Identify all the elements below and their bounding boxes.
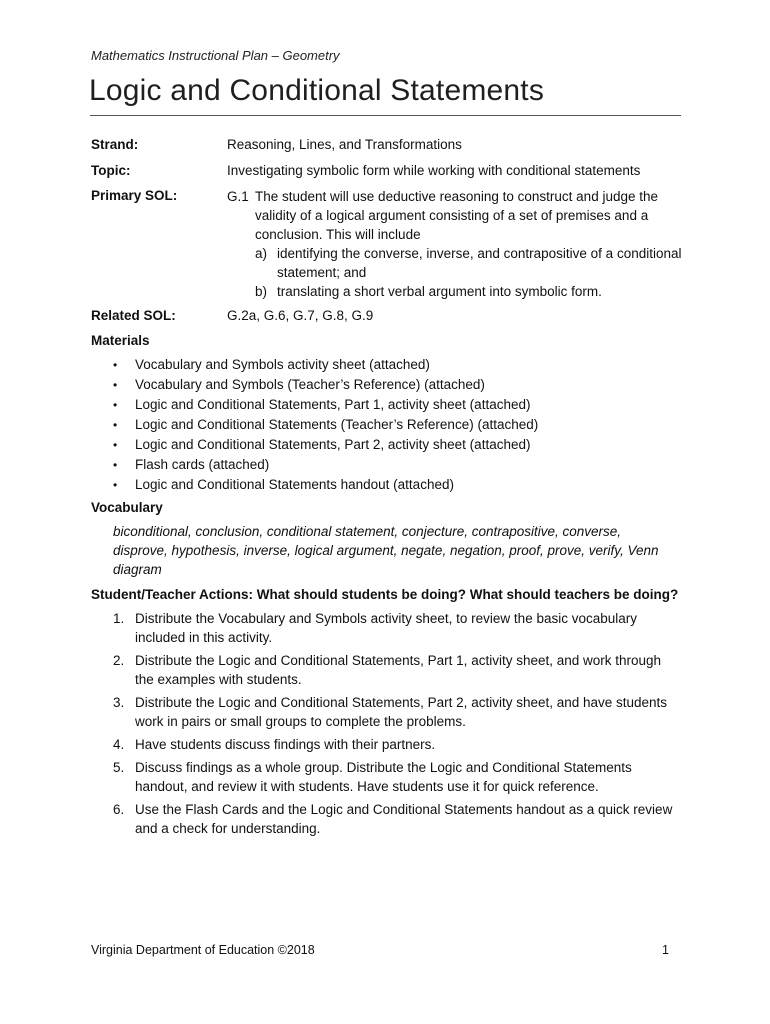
primary-sol-label: Primary SOL: [91,188,178,203]
list-item [113,800,683,838]
primary-sol-block [227,187,687,301]
list-item [113,475,538,495]
title-divider [90,115,681,116]
topic-value: Investigating symbolic form while working with conditional statements [227,163,641,178]
vocabulary-text: biconditional, conclusion, conditional statement, conjecture, contrapositive, converse, disprove, hypothesis, inverse, logical argument, negate, negation, proof, prove, verify, Venn diagram [113,524,659,577]
bullet-icon: • [113,358,118,372]
primary-sol-item [255,282,687,301]
step-text: Have students discuss findings with their partners. [135,737,436,752]
step-number: 5. [113,760,125,775]
page-title: Logic and Conditional Statements [89,74,545,107]
strand-value: Reasoning, Lines, and Transformations [227,137,462,152]
list-item [113,693,683,731]
list-item [113,609,683,647]
step-text: Distribute the Logic and Conditional Statements, Part 2, activity sheet, and have students work in pairs or small groups to complete the problems. [135,695,668,729]
strand-label: Strand: [91,137,139,152]
bullet-icon: • [113,398,118,412]
bullet-icon: • [113,458,118,472]
material-text: Vocabulary and Symbols activity sheet (attached) [135,357,430,372]
step-number: 1. [113,611,125,626]
step-text: Discuss findings as a whole group. Distribute the Logic and Conditional Statements handout, and review it with students. Have students use it for quick reference. [135,760,632,794]
document-subtitle: Mathematics Instructional Plan – Geometry [91,48,340,63]
list-item [113,735,683,754]
primary-sol-code: G.1 [227,189,249,204]
list-item [113,355,538,375]
materials-list [113,355,538,495]
step-number: 4. [113,737,125,752]
list-item [113,415,538,435]
step-number: 6. [113,802,125,817]
topic-label: Topic: [91,163,131,178]
list-item [113,651,683,689]
related-sol-value: G.2a, G.6, G.7, G.8, G.9 [227,308,374,323]
primary-sol-item-mark: a) [255,246,268,261]
material-text: Vocabulary and Symbols (Teacher’s Reference) (attached) [135,377,485,392]
page-number: 1 [662,943,669,957]
primary-sol-text: The student will use deductive reasoning to construct and judge the validity of a logical argument consisting of a set of premises and a conclusion. This will include [255,189,659,242]
bullet-icon: • [113,378,118,392]
list-item [113,435,538,455]
material-text: Flash cards (attached) [135,457,270,472]
bullet-icon: • [113,478,118,492]
footer-organization: Virginia Department of Education ©2018 [91,943,315,957]
vocabulary-heading: Vocabulary [91,500,163,515]
list-item [113,455,538,475]
primary-sol-item [255,244,687,282]
materials-heading: Materials [91,333,150,348]
primary-sol-item-mark: b) [255,284,268,299]
list-item [113,395,538,415]
material-text: Logic and Conditional Statements, Part 1, activity sheet (attached) [135,397,531,412]
list-item [113,758,683,796]
primary-sol-item-text: identifying the converse, inverse, and contrapositive of a conditional statement; and [277,246,682,280]
material-text: Logic and Conditional Statements (Teacher’s Reference) (attached) [135,417,539,432]
bullet-icon: • [113,438,118,452]
step-number: 2. [113,653,125,668]
related-sol-label: Related SOL: [91,308,176,323]
list-item [113,375,538,395]
actions-heading: Student/Teacher Actions: What should students be doing? What should teachers be doing? [91,587,679,602]
step-text: Use the Flash Cards and the Logic and Conditional Statements handout as a quick review and a check for understanding. [135,802,673,836]
step-text: Distribute the Logic and Conditional Statements, Part 1, activity sheet, and work through the examples with students. [135,653,662,687]
step-text: Distribute the Vocabulary and Symbols activity sheet, to review the basic vocabulary included in this activity. [135,611,637,645]
step-number: 3. [113,695,125,710]
primary-sol-item-text: translating a short verbal argument into symbolic form. [277,284,602,299]
bullet-icon: • [113,418,118,432]
material-text: Logic and Conditional Statements, Part 2, activity sheet (attached) [135,437,531,452]
material-text: Logic and Conditional Statements handout (attached) [135,477,454,492]
actions-list [113,609,683,842]
